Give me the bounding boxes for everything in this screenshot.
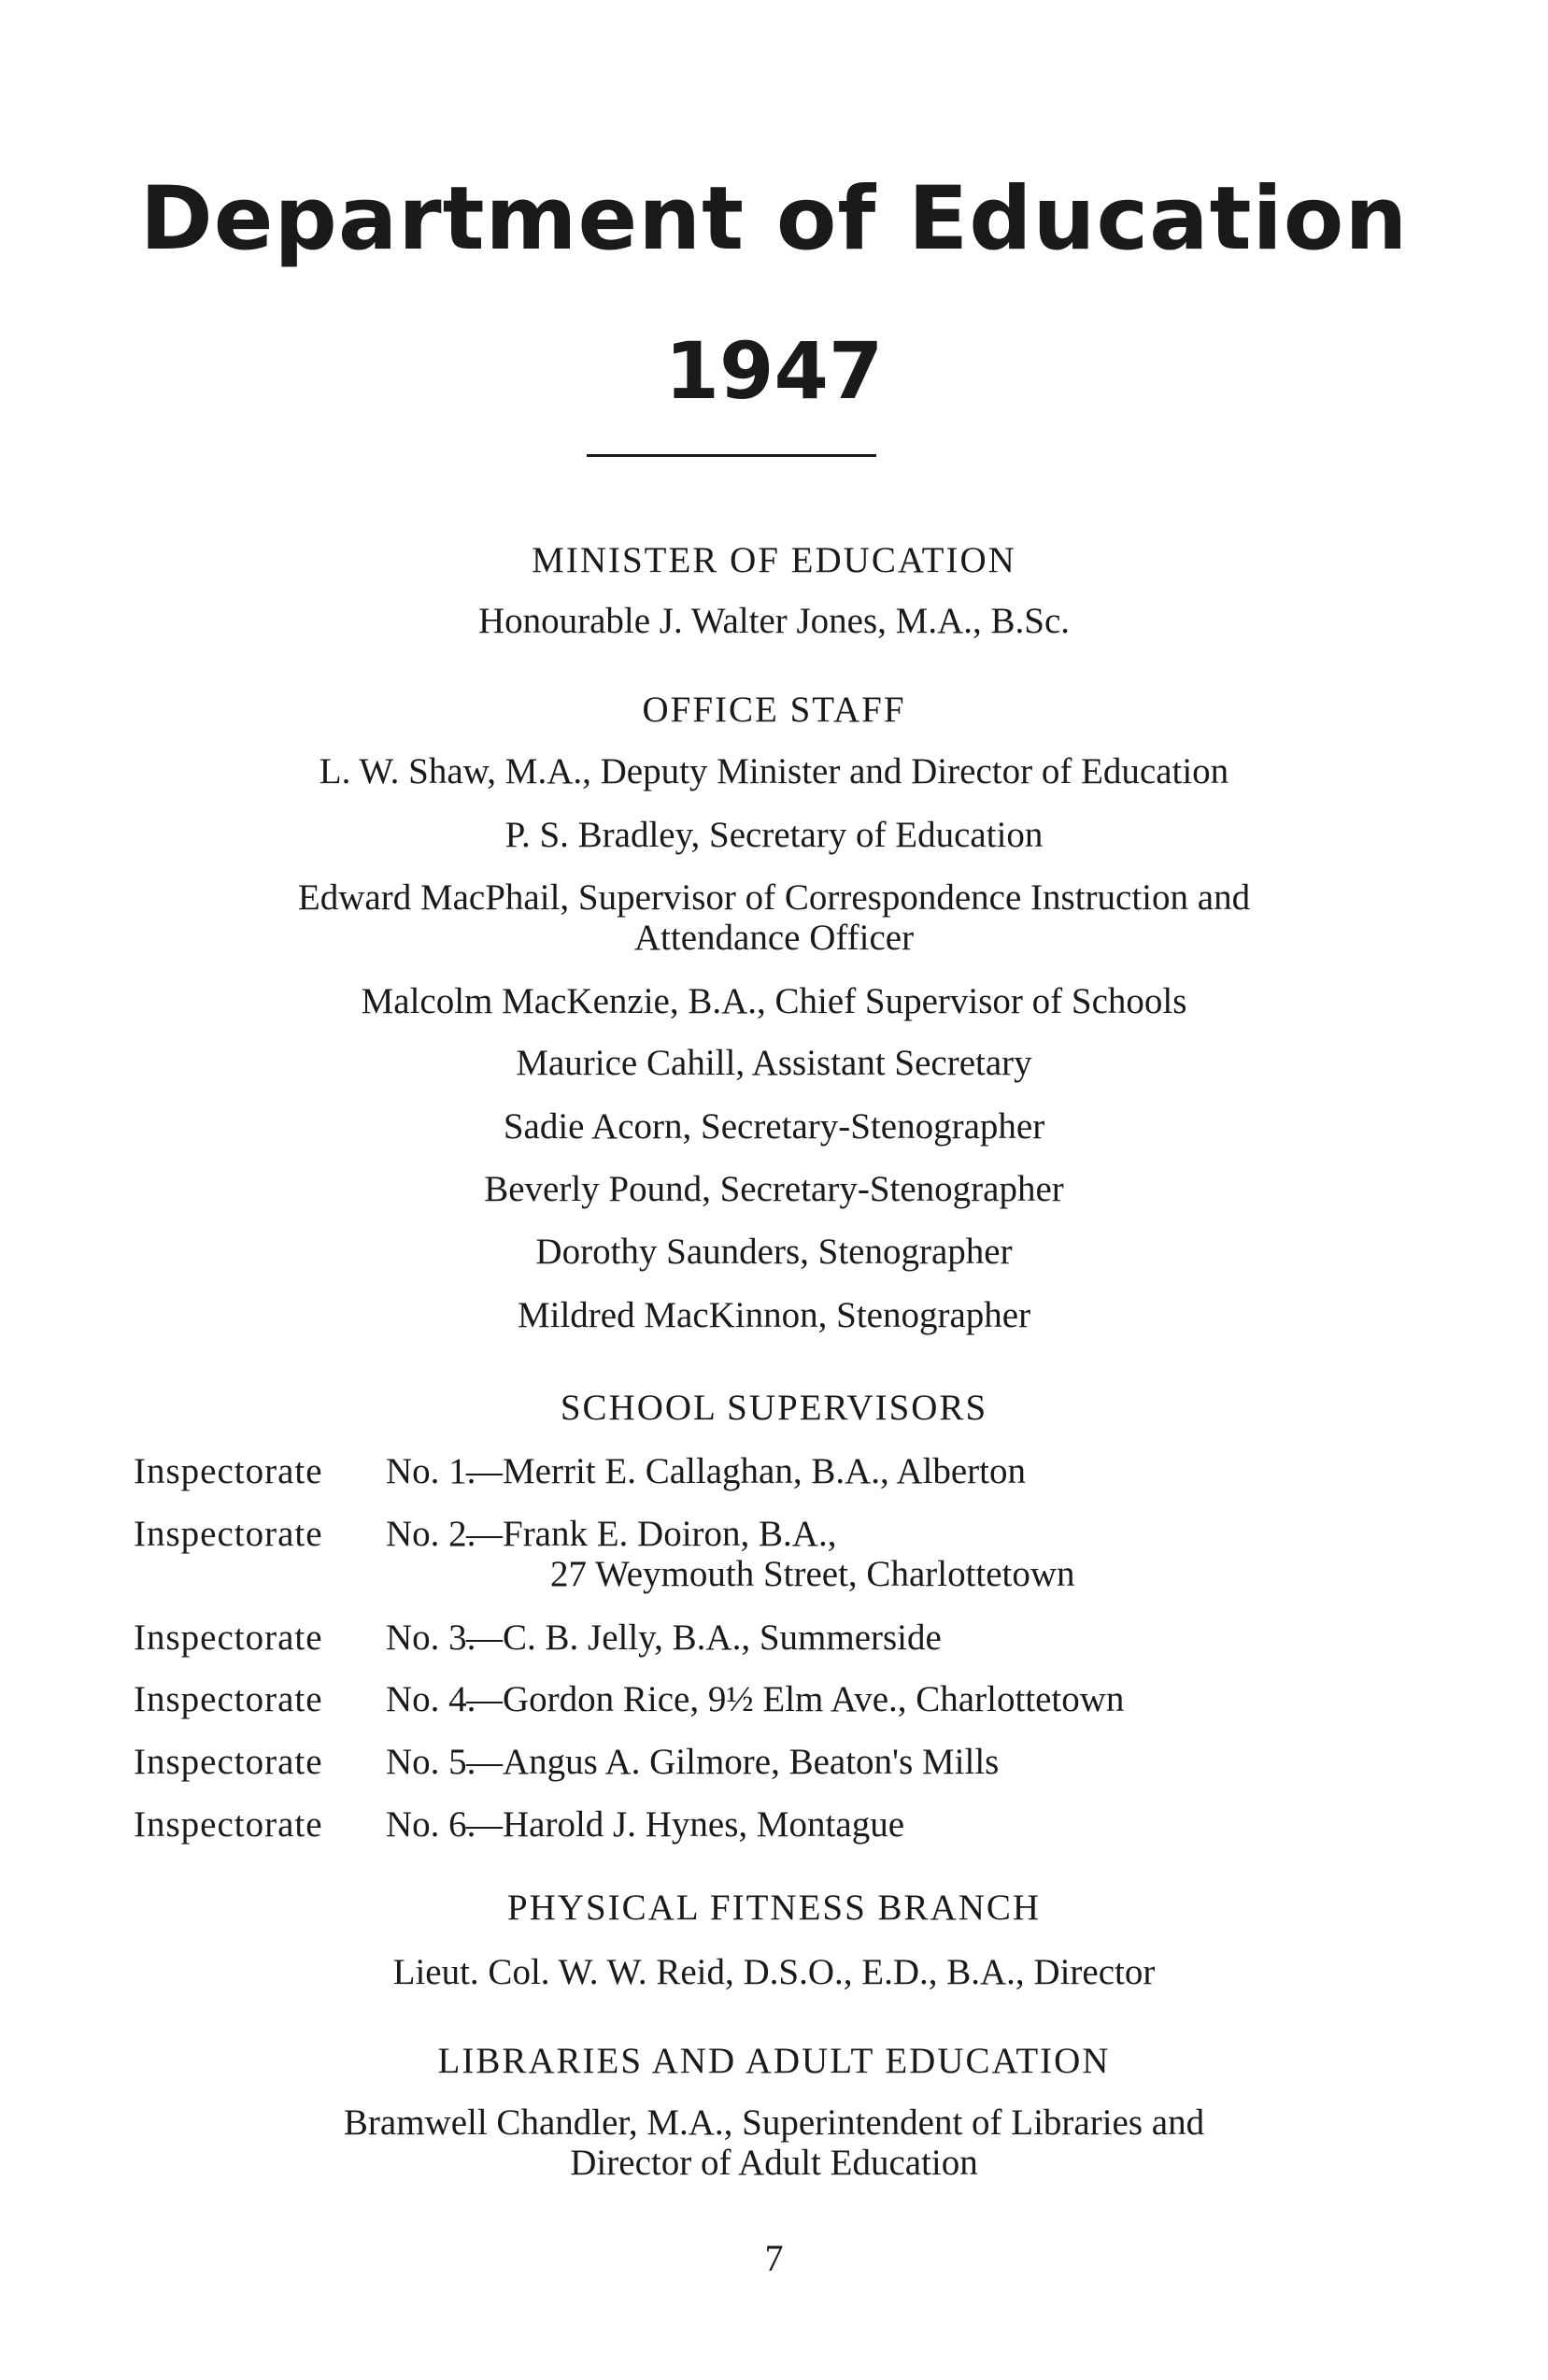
inspectorate-number: No. 4. — [386, 1679, 476, 1719]
libraries-heading: LIBRARIES AND ADULT EDUCATION — [437, 2041, 1111, 2081]
office-staff-heading: OFFICE STAFF — [642, 690, 906, 730]
minister-name: Honourable J. Walter Jones, M.A., B.Sc. — [477, 601, 1071, 641]
inspectorate-row — [134, 1514, 836, 1555]
inspectorate-label: Inspectorate — [134, 1451, 323, 1491]
inspectorate-row — [134, 1618, 942, 1659]
inspectorate-number: No. 1. — [386, 1451, 476, 1491]
staff-entry: Beverly Pound, Secretary-Stenographer — [484, 1169, 1064, 1209]
inspectorate-continuation: 27 Weymouth Street, Charlottetown — [550, 1554, 1075, 1594]
page-number: 7 — [764, 2237, 784, 2279]
staff-entry: Dorothy Saunders, Stenographer — [535, 1232, 1013, 1272]
inspectorate-label: Inspectorate — [134, 1679, 323, 1719]
staff-entry: Sadie Acorn, Secretary-Stenographer — [503, 1106, 1045, 1147]
inspectorate-label: Inspectorate — [134, 1514, 323, 1554]
inspectorate-text: —Gordon Rice, 9½ Elm Ave., Charlottetown — [466, 1679, 1125, 1719]
title-divider — [587, 454, 876, 457]
page-title: Department of Education — [139, 168, 1409, 270]
staff-entry: Maurice Cahill, Assistant Secretary — [516, 1043, 1032, 1083]
staff-entry: Malcolm MacKenzie, B.A., Chief Supervisor of Schools — [361, 981, 1187, 1021]
inspectorate-label: Inspectorate — [134, 1804, 323, 1845]
school-supervisors-heading: SCHOOL SUPERVISORS — [560, 1388, 988, 1428]
minister-heading: MINISTER OF EDUCATION — [532, 540, 1016, 580]
inspectorate-label: Inspectorate — [134, 1742, 323, 1782]
inspectorate-number: No. 2. — [386, 1514, 476, 1554]
inspectorate-row — [134, 1679, 1124, 1720]
page-year: 1947 — [664, 325, 884, 417]
inspectorate-text: —Frank E. Doiron, B.A., — [466, 1514, 837, 1554]
inspectorate-number: No. 6. — [386, 1804, 476, 1845]
inspectorate-text: —Harold J. Hynes, Montague — [466, 1804, 905, 1845]
staff-entry: P. S. Bradley, Secretary of Education — [504, 815, 1044, 855]
staff-entry-continuation: Attendance Officer — [633, 918, 915, 958]
libraries-entry-continuation: Director of Adult Education — [570, 2143, 978, 2183]
inspectorate-row — [134, 1451, 1026, 1492]
staff-entry: Edward MacPhail, Supervisor of Correspondence Instruction and — [297, 877, 1251, 918]
staff-entry: L. W. Shaw, M.A., Deputy Minister and Director of Education — [319, 751, 1229, 791]
inspectorate-text: —Merrit E. Callaghan, B.A., Alberton — [466, 1451, 1026, 1491]
staff-entry: Mildred MacKinnon, Stenographer — [517, 1295, 1031, 1335]
inspectorate-row — [134, 1742, 999, 1783]
inspectorate-row — [134, 1804, 904, 1846]
physical-fitness-heading: PHYSICAL FITNESS BRANCH — [506, 1888, 1042, 1928]
physical-fitness-director: Lieut. Col. W. W. Reid, D.S.O., E.D., B.A., Director — [392, 1952, 1156, 1992]
libraries-entry: Bramwell Chandler, M.A., Superintendent of Libraries and — [343, 2102, 1205, 2143]
inspectorate-text: —C. B. Jelly, B.A., Summerside — [466, 1618, 942, 1658]
inspectorate-number: No. 3. — [386, 1618, 476, 1658]
inspectorate-label: Inspectorate — [134, 1618, 323, 1658]
inspectorate-number: No. 5. — [386, 1742, 476, 1782]
inspectorate-text: —Angus A. Gilmore, Beaton's Mills — [466, 1742, 1000, 1782]
